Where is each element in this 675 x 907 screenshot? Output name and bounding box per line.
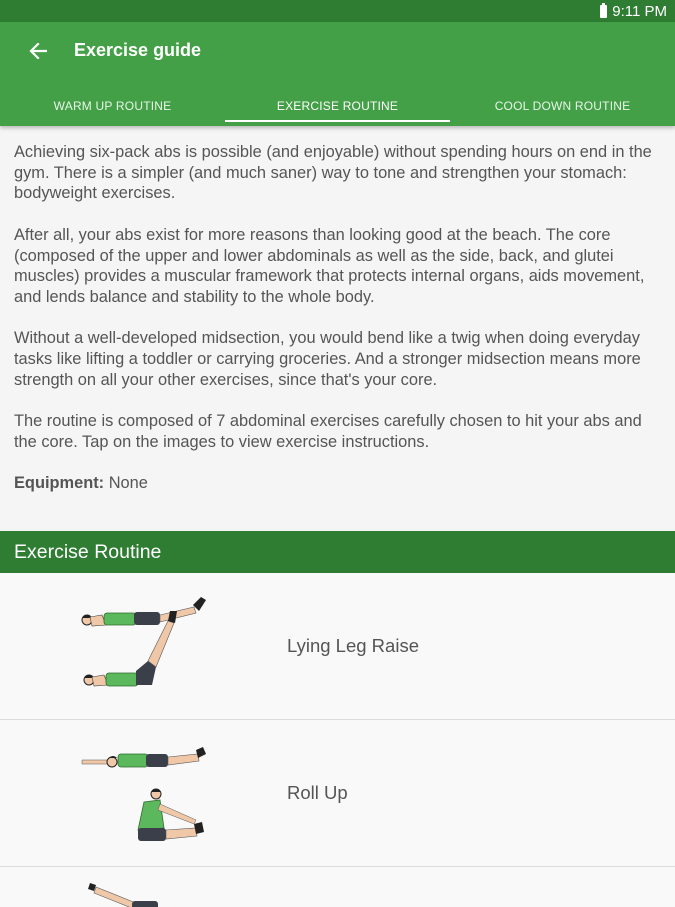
roll-up-illustration [76,732,214,854]
tab-bar [0,86,675,126]
status-bar [0,0,675,22]
exercise-illustration [76,879,214,907]
exercise-row-lying-leg-raise[interactable] [0,573,675,720]
battery-icon [600,5,607,18]
equipment-label: Equipment: [14,474,105,493]
tab-warm-up-routine[interactable]: WARM UP ROUTINE [53,99,172,113]
status-time: 9:11 PM [612,2,667,20]
intro-paragraph: Achieving six-pack abs is possible (and enjoyable) without spending hours on end in the gym. There is a simpler (and much saner) way to tone and strengthen your stomach: bodyweight exercises. [14,143,652,203]
tab-exercise-routine[interactable]: EXERCISE ROUTINE [225,86,450,126]
lying-leg-raise-illustration [76,585,214,707]
exercise-name: Lying Leg Raise [287,635,419,656]
equipment-line [14,473,661,494]
arrow-back-icon [29,43,47,59]
exercise-list [0,573,675,907]
intro-paragraph: After all, your abs exist for more reasons than looking good at the beach. The core (composed of the upper and lower abdominals as well as the side, back, and glutei muscles) provides a muscular framework that protects internal organs, aids movement, and lends balance and stability to the whole body. [14,225,645,306]
exercise-name: Roll Up [287,782,348,803]
tab-cool-down-routine[interactable]: COOL DOWN ROUTINE [494,99,631,113]
exercise-row-partial[interactable] [0,867,675,907]
back-button[interactable] [22,35,54,67]
app-toolbar [0,22,675,126]
section-header: Exercise Routine [0,531,675,573]
intro-paragraph: Without a well-developed midsection, you would bend like a twig when doing everyday tasks like lifting a toddler or carrying groceries. And a stronger midsection means more strength on all your other exercises, since that's your core. [14,329,641,389]
page-title: Exercise guide [74,40,202,60]
intro-text [0,130,675,494]
scroll-content[interactable] [0,130,675,515]
exercise-row-roll-up[interactable] [0,720,675,867]
equipment-value: None [108,474,148,493]
intro-paragraph: The routine is composed of 7 abdominal exercises carefully chosen to hit your abs and the core. Tap on the images to view exercise instructions. [14,412,642,451]
